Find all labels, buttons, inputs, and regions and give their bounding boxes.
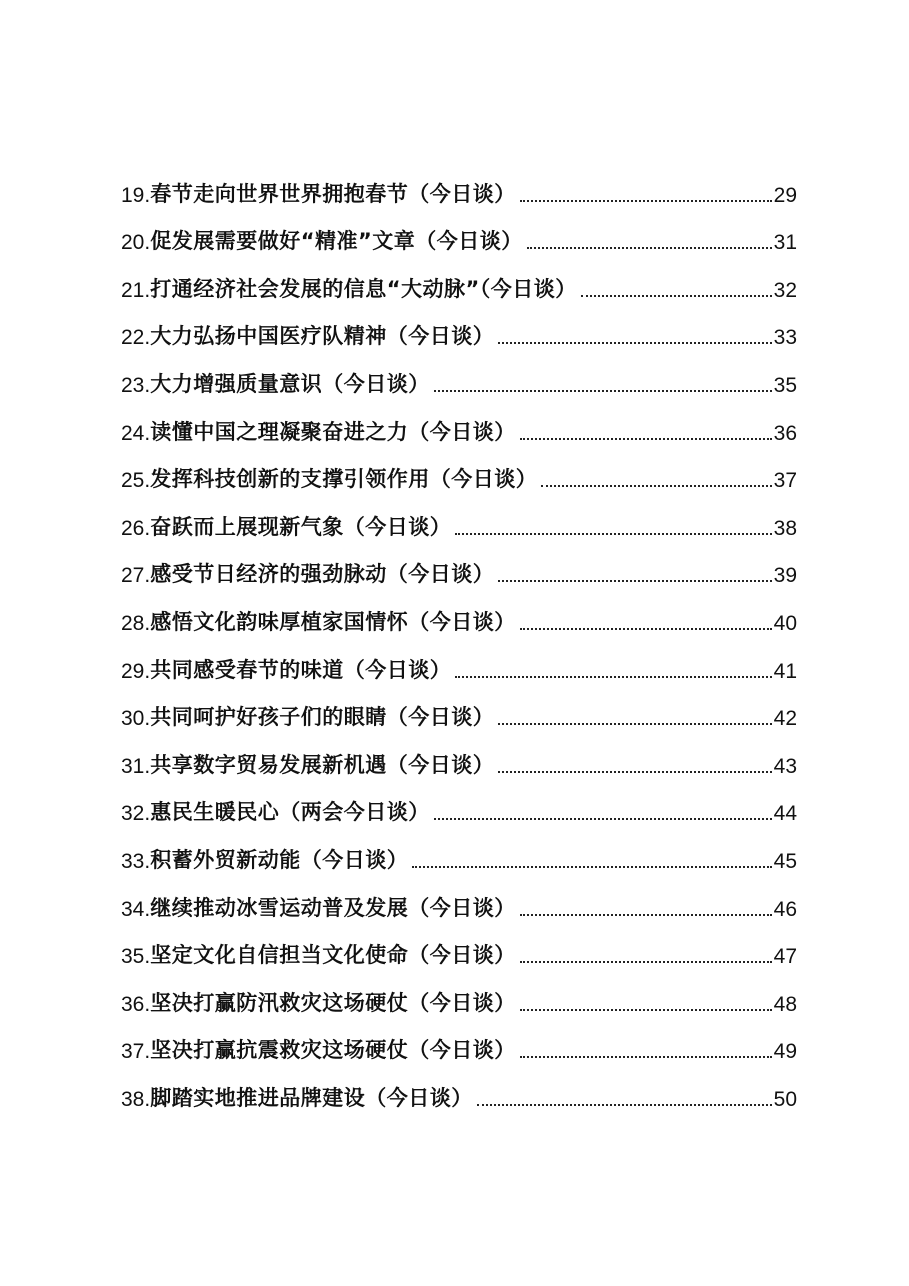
toc-entry[interactable] (121, 160, 797, 208)
toc-entry-page-number: 43 (773, 754, 797, 778)
toc-dot-leader (581, 294, 772, 297)
toc-entry-title: 惠民生暖民心（两会今日谈） (150, 800, 430, 825)
toc-entry-title: 坚定文化自信担当文化使命（今日谈） (150, 943, 516, 968)
toc-entry[interactable] (121, 684, 797, 732)
toc-entry-number: 37. (121, 1040, 151, 1064)
toc-entry-page-number: 29 (773, 183, 797, 207)
toc-entry-number: 26. (121, 516, 151, 540)
toc-entry-number: 32. (121, 802, 151, 826)
toc-entry-page-number: 48 (773, 992, 797, 1016)
toc-entry-number: 33. (121, 849, 151, 873)
toc-dot-leader (434, 817, 772, 820)
toc-entry-title: 坚决打赢抗震救灾这场硬仗（今日谈） (150, 1038, 516, 1063)
toc-entry-page-number: 37 (773, 469, 797, 493)
table-of-contents (121, 160, 797, 1112)
toc-entry-page-number: 50 (773, 1087, 797, 1111)
toc-entry[interactable] (121, 922, 797, 970)
toc-entry-page-number: 45 (773, 849, 797, 873)
toc-entry-number: 27. (121, 564, 151, 588)
toc-entry-number: 21. (121, 278, 151, 302)
toc-entry-number: 36. (121, 992, 151, 1016)
toc-entry[interactable] (121, 1017, 797, 1065)
toc-entry-number: 25. (121, 469, 151, 493)
toc-dot-leader (455, 532, 771, 535)
toc-entry-page-number: 32 (773, 278, 797, 302)
toc-dot-leader (498, 341, 771, 344)
toc-entry-title: 感悟文化韵味厚植家国情怀（今日谈） (150, 609, 516, 634)
toc-entry[interactable] (121, 446, 797, 494)
toc-entry-page-number: 39 (773, 564, 797, 588)
toc-dot-leader (520, 627, 772, 630)
toc-entry-page-number: 40 (773, 611, 797, 635)
toc-dot-leader (520, 913, 772, 916)
toc-entry[interactable] (121, 874, 797, 922)
toc-entry-page-number: 31 (773, 231, 797, 255)
toc-entry-title: 促发展需要做好“精准”文章（今日谈） (150, 229, 523, 254)
toc-entry-title: 积蓄外贸新动能（今日谈） (150, 847, 409, 872)
toc-entry-page-number: 42 (773, 707, 797, 731)
toc-entry-title: 打通经济社会发展的信息“大动脉”（今日谈） (150, 276, 577, 301)
toc-entry[interactable] (121, 636, 797, 684)
toc-entry-title: 继续推动冰雪运动普及发展（今日谈） (150, 895, 516, 920)
toc-entry-number: 29. (121, 659, 151, 683)
toc-dot-leader (477, 1103, 772, 1106)
toc-dot-leader (498, 579, 771, 582)
toc-entry-title: 大力弘扬中国医疗队精神（今日谈） (150, 324, 495, 349)
toc-entry-number: 34. (121, 897, 151, 921)
toc-entry[interactable] (121, 303, 797, 351)
toc-dot-leader (541, 484, 771, 487)
toc-entry-title: 发挥科技创新的支撑引领作用（今日谈） (150, 467, 538, 492)
toc-entry-page-number: 47 (773, 945, 797, 969)
toc-entry[interactable] (121, 1064, 797, 1112)
toc-entry-page-number: 36 (773, 421, 797, 445)
toc-entry[interactable] (121, 826, 797, 874)
toc-entry[interactable] (121, 731, 797, 779)
toc-entry[interactable] (121, 779, 797, 827)
toc-entry-title: 大力增强质量意识（今日谈） (150, 371, 430, 396)
toc-dot-leader (520, 960, 772, 963)
toc-entry-title: 感受节日经济的强劲脉动（今日谈） (150, 562, 495, 587)
toc-dot-leader (498, 770, 771, 773)
toc-entry-number: 23. (121, 373, 151, 397)
toc-dot-leader (498, 722, 771, 725)
toc-entry-number: 30. (121, 707, 151, 731)
toc-entry-title: 奋跃而上展现新气象（今日谈） (150, 514, 452, 539)
toc-entry-page-number: 49 (773, 1040, 797, 1064)
toc-entry-page-number: 38 (773, 516, 797, 540)
toc-entry-page-number: 35 (773, 373, 797, 397)
toc-entry[interactable] (121, 969, 797, 1017)
toc-dot-leader (520, 199, 772, 202)
toc-entry[interactable] (121, 588, 797, 636)
toc-entry-number: 28. (121, 611, 151, 635)
toc-entry-page-number: 46 (773, 897, 797, 921)
toc-entry-page-number: 44 (773, 802, 797, 826)
toc-entry[interactable] (121, 208, 797, 256)
toc-entry[interactable] (121, 350, 797, 398)
toc-entry-title: 春节走向世界世界拥抱春节（今日谈） (150, 181, 516, 206)
toc-dot-leader (520, 1055, 772, 1058)
toc-entry-page-number: 33 (773, 326, 797, 350)
toc-entry[interactable] (121, 493, 797, 541)
toc-entry-number: 31. (121, 754, 151, 778)
toc-dot-leader (412, 865, 771, 868)
toc-entry-title: 共同感受春节的味道（今日谈） (150, 657, 452, 682)
toc-entry-title: 共享数字贸易发展新机遇（今日谈） (150, 752, 495, 777)
toc-entry-title: 坚决打赢防汛救灾这场硬仗（今日谈） (150, 990, 516, 1015)
toc-dot-leader (455, 675, 771, 678)
toc-dot-leader (434, 389, 772, 392)
toc-entry[interactable] (121, 255, 797, 303)
toc-dot-leader (520, 1008, 772, 1011)
toc-dot-leader (520, 437, 772, 440)
toc-dot-leader (527, 246, 772, 249)
toc-entry[interactable] (121, 398, 797, 446)
toc-entry-number: 19. (121, 183, 151, 207)
toc-entry-number: 38. (121, 1087, 151, 1111)
toc-entry-title: 读懂中国之理凝聚奋进之力（今日谈） (150, 419, 516, 444)
toc-entry-page-number: 41 (773, 659, 797, 683)
toc-entry-title: 共同呵护好孩子们的眼睛（今日谈） (150, 705, 495, 730)
toc-entry-number: 22. (121, 326, 151, 350)
toc-entry-title: 脚踏实地推进品牌建设（今日谈） (150, 1085, 473, 1110)
toc-entry-number: 20. (121, 231, 151, 255)
toc-entry-number: 24. (121, 421, 151, 445)
toc-entry-number: 35. (121, 945, 151, 969)
toc-entry[interactable] (121, 541, 797, 589)
